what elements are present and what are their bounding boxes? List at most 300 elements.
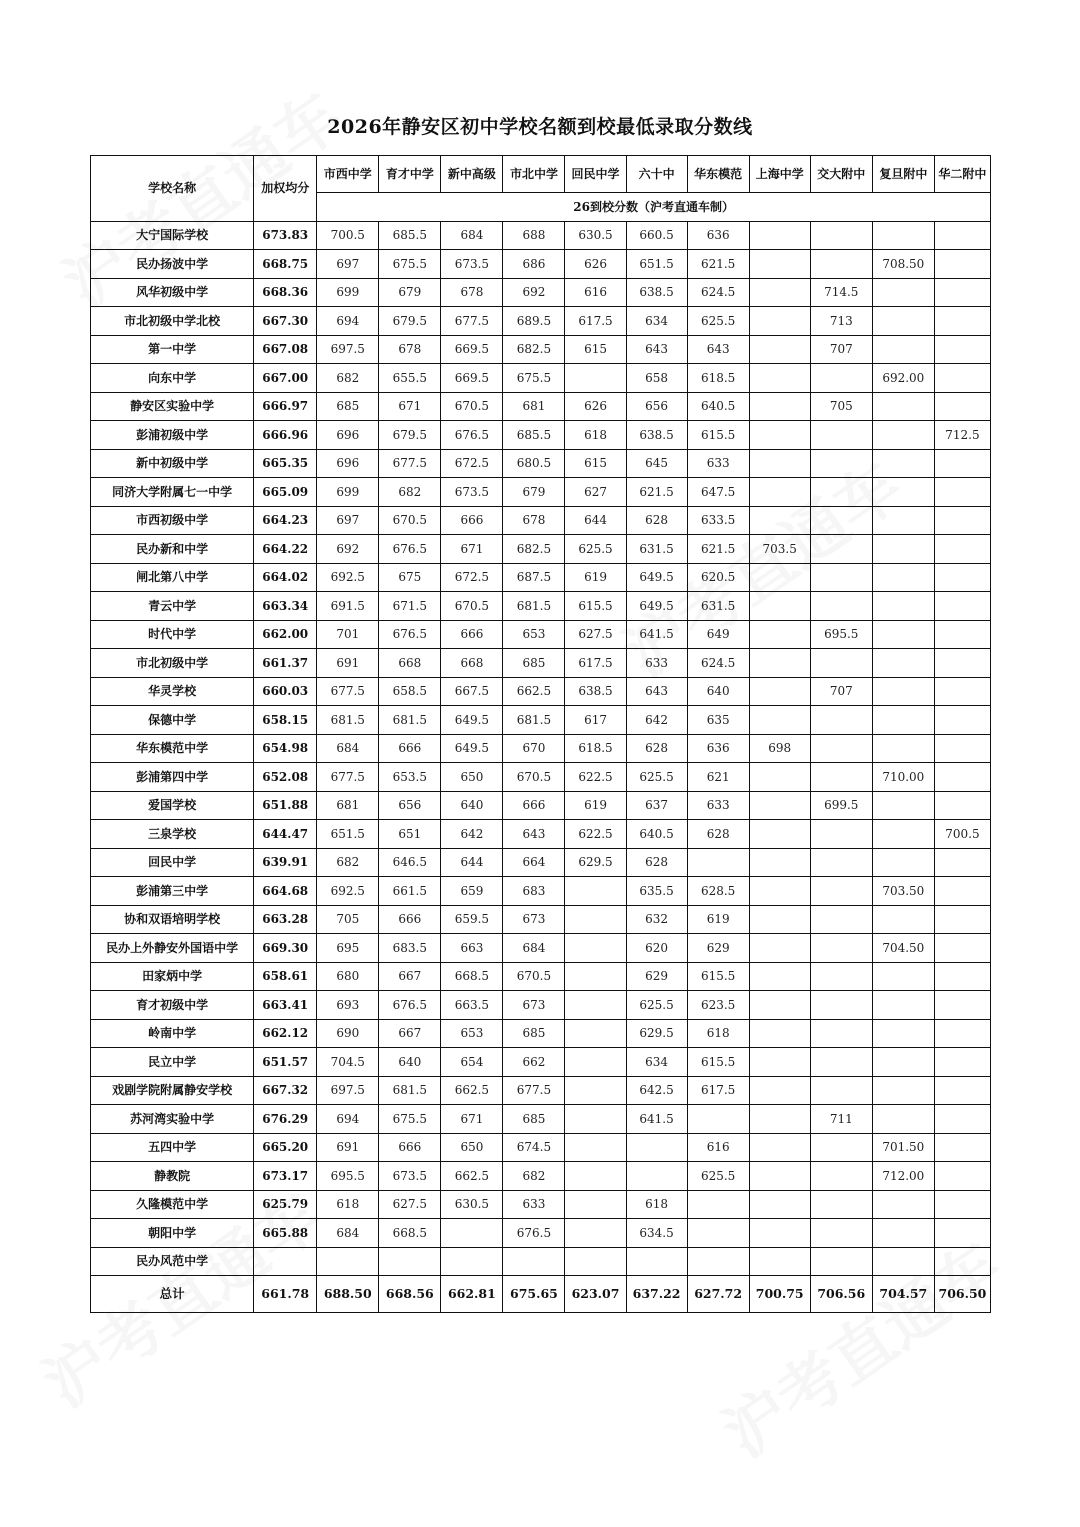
score-cell bbox=[565, 1019, 626, 1048]
score-cell bbox=[810, 991, 872, 1020]
school-name: 苏河湾实验中学 bbox=[91, 1105, 254, 1134]
table-row bbox=[91, 877, 991, 906]
score-cell: 644 bbox=[441, 848, 503, 877]
score-cell: 678 bbox=[503, 506, 565, 535]
score-cell: 642 bbox=[441, 820, 503, 849]
score-cell: 676.5 bbox=[441, 421, 503, 450]
score-cell bbox=[810, 877, 872, 906]
school-name: 大宁国际学校 bbox=[91, 221, 254, 250]
score-cell: 696 bbox=[317, 449, 379, 478]
score-cell bbox=[379, 1247, 441, 1276]
score-cell bbox=[872, 307, 934, 336]
table-row bbox=[91, 934, 991, 963]
score-cell: 636 bbox=[687, 221, 749, 250]
score-cell: 621.5 bbox=[626, 478, 687, 507]
weighted-average: 665.09 bbox=[254, 478, 317, 507]
score-cell bbox=[934, 1162, 990, 1191]
table-row bbox=[91, 449, 991, 478]
score-cell: 673.5 bbox=[379, 1162, 441, 1191]
score-cell bbox=[872, 649, 934, 678]
score-cell: 690 bbox=[317, 1019, 379, 1048]
score-cell bbox=[934, 364, 990, 393]
score-cell: 624.5 bbox=[687, 278, 749, 307]
score-cell: 670.5 bbox=[441, 392, 503, 421]
score-cell: 675.5 bbox=[379, 250, 441, 279]
score-cell: 615 bbox=[565, 335, 626, 364]
score-cell: 628 bbox=[626, 506, 687, 535]
score-cell bbox=[810, 1048, 872, 1077]
score-cell: 618 bbox=[687, 1019, 749, 1048]
score-cell: 679 bbox=[379, 278, 441, 307]
weighted-average: 666.96 bbox=[254, 421, 317, 450]
score-cell: 644 bbox=[565, 506, 626, 535]
score-cell: 695.5 bbox=[317, 1162, 379, 1191]
score-cell: 623.5 bbox=[687, 991, 749, 1020]
score-cell: 637.22 bbox=[626, 1276, 687, 1313]
table-row bbox=[91, 677, 991, 706]
score-cell: 670 bbox=[503, 734, 565, 763]
score-cell: 651.5 bbox=[626, 250, 687, 279]
score-cell: 617.5 bbox=[687, 1076, 749, 1105]
score-cell: 633 bbox=[687, 449, 749, 478]
score-cell: 662.5 bbox=[441, 1076, 503, 1105]
score-cell: 670.5 bbox=[379, 506, 441, 535]
school-name: 爱国学校 bbox=[91, 791, 254, 820]
score-cell: 682 bbox=[317, 848, 379, 877]
score-cell bbox=[934, 535, 990, 564]
score-cell: 670.5 bbox=[503, 962, 565, 991]
score-cell: 615.5 bbox=[687, 1048, 749, 1077]
score-cell: 704.50 bbox=[872, 934, 934, 963]
score-cell: 622.5 bbox=[565, 763, 626, 792]
score-cell bbox=[934, 1190, 990, 1219]
school-name: 市西初级中学 bbox=[91, 506, 254, 535]
score-cell bbox=[872, 734, 934, 763]
school-name: 华东模范中学 bbox=[91, 734, 254, 763]
score-cell: 673.5 bbox=[441, 250, 503, 279]
score-cell: 625.5 bbox=[687, 1162, 749, 1191]
score-cell: 685.5 bbox=[379, 221, 441, 250]
weighted-average: 651.88 bbox=[254, 791, 317, 820]
score-cell: 633 bbox=[503, 1190, 565, 1219]
weighted-average bbox=[254, 1247, 317, 1276]
table-row bbox=[91, 307, 991, 336]
col-header: 市北中学 bbox=[503, 156, 565, 193]
score-cell: 621.5 bbox=[687, 535, 749, 564]
score-cell: 629.5 bbox=[626, 1019, 687, 1048]
score-cell bbox=[626, 1247, 687, 1276]
weighted-average: 639.91 bbox=[254, 848, 317, 877]
score-cell bbox=[872, 421, 934, 450]
score-cell bbox=[934, 1076, 990, 1105]
score-cell: 681 bbox=[317, 791, 379, 820]
score-cell: 668 bbox=[379, 649, 441, 678]
score-cell: 677.5 bbox=[379, 449, 441, 478]
score-cell: 684 bbox=[503, 934, 565, 963]
table-row bbox=[91, 1247, 991, 1276]
score-cell: 628 bbox=[626, 734, 687, 763]
score-cell: 659 bbox=[441, 877, 503, 906]
table-row bbox=[91, 791, 991, 820]
score-cell bbox=[749, 563, 810, 592]
score-table bbox=[90, 155, 991, 1313]
weighted-average: 654.98 bbox=[254, 734, 317, 763]
score-cell bbox=[872, 1190, 934, 1219]
score-cell: 670.5 bbox=[503, 763, 565, 792]
score-cell: 634 bbox=[626, 1048, 687, 1077]
score-cell: 630.5 bbox=[441, 1190, 503, 1219]
score-cell: 679.5 bbox=[379, 307, 441, 336]
table-row bbox=[91, 221, 991, 250]
score-cell: 624.5 bbox=[687, 649, 749, 678]
score-cell bbox=[565, 1247, 626, 1276]
score-cell bbox=[934, 877, 990, 906]
score-cell bbox=[810, 535, 872, 564]
score-cell: 618 bbox=[626, 1190, 687, 1219]
score-cell bbox=[872, 1076, 934, 1105]
score-cell bbox=[934, 734, 990, 763]
score-cell: 695 bbox=[317, 934, 379, 963]
score-cell: 638.5 bbox=[626, 278, 687, 307]
score-cell: 705 bbox=[317, 905, 379, 934]
score-cell: 672.5 bbox=[441, 563, 503, 592]
score-cell bbox=[749, 649, 810, 678]
score-cell: 671 bbox=[441, 535, 503, 564]
score-cell bbox=[565, 1133, 626, 1162]
score-cell bbox=[872, 1048, 934, 1077]
score-cell: 642.5 bbox=[626, 1076, 687, 1105]
score-cell bbox=[749, 364, 810, 393]
score-cell: 676.5 bbox=[379, 535, 441, 564]
school-name: 五四中学 bbox=[91, 1133, 254, 1162]
score-cell bbox=[810, 934, 872, 963]
score-cell: 688 bbox=[503, 221, 565, 250]
score-cell: 663 bbox=[441, 934, 503, 963]
score-cell: 674.5 bbox=[503, 1133, 565, 1162]
score-cell: 704.5 bbox=[317, 1048, 379, 1077]
table-row bbox=[91, 250, 991, 279]
score-cell bbox=[810, 221, 872, 250]
score-cell: 635 bbox=[687, 706, 749, 735]
weighted-average: 665.88 bbox=[254, 1219, 317, 1248]
table-row bbox=[91, 962, 991, 991]
score-cell: 671 bbox=[379, 392, 441, 421]
score-cell: 668.5 bbox=[441, 962, 503, 991]
score-cell: 618.5 bbox=[687, 364, 749, 393]
score-cell: 695.5 bbox=[810, 620, 872, 649]
table-subtitle: 26到校分数（沪考直通车制） bbox=[317, 193, 991, 222]
score-cell: 682 bbox=[379, 478, 441, 507]
score-cell: 653 bbox=[503, 620, 565, 649]
score-cell bbox=[810, 1190, 872, 1219]
weighted-average: 664.02 bbox=[254, 563, 317, 592]
score-cell bbox=[749, 392, 810, 421]
score-cell: 617 bbox=[565, 706, 626, 735]
score-cell: 649.5 bbox=[441, 706, 503, 735]
score-cell: 634.5 bbox=[626, 1219, 687, 1248]
table-row bbox=[91, 563, 991, 592]
score-cell: 673.5 bbox=[441, 478, 503, 507]
score-cell bbox=[810, 820, 872, 849]
school-name: 三泉学校 bbox=[91, 820, 254, 849]
score-cell: 664 bbox=[503, 848, 565, 877]
score-cell: 626 bbox=[565, 392, 626, 421]
score-cell: 706.50 bbox=[934, 1276, 990, 1313]
score-cell: 694 bbox=[317, 1105, 379, 1134]
score-cell bbox=[934, 250, 990, 279]
score-cell: 667.5 bbox=[441, 677, 503, 706]
score-cell: 618 bbox=[565, 421, 626, 450]
score-cell: 666 bbox=[379, 905, 441, 934]
weighted-average: 667.08 bbox=[254, 335, 317, 364]
score-cell: 649.5 bbox=[441, 734, 503, 763]
score-cell bbox=[565, 962, 626, 991]
score-cell: 625.5 bbox=[626, 763, 687, 792]
score-cell: 643 bbox=[503, 820, 565, 849]
score-cell: 699.5 bbox=[810, 791, 872, 820]
score-cell: 680.5 bbox=[503, 449, 565, 478]
score-cell: 628 bbox=[626, 848, 687, 877]
col-header: 育才中学 bbox=[379, 156, 441, 193]
score-cell: 703.5 bbox=[749, 535, 810, 564]
school-name: 第一中学 bbox=[91, 335, 254, 364]
score-cell: 631.5 bbox=[626, 535, 687, 564]
score-cell: 679 bbox=[503, 478, 565, 507]
score-cell bbox=[934, 934, 990, 963]
score-cell: 617.5 bbox=[565, 307, 626, 336]
score-cell bbox=[872, 620, 934, 649]
score-cell bbox=[810, 478, 872, 507]
score-cell: 668.5 bbox=[379, 1219, 441, 1248]
score-cell bbox=[749, 877, 810, 906]
score-cell: 693 bbox=[317, 991, 379, 1020]
score-cell bbox=[749, 478, 810, 507]
weighted-average: 625.79 bbox=[254, 1190, 317, 1219]
weighted-average: 667.32 bbox=[254, 1076, 317, 1105]
score-cell: 667 bbox=[379, 1019, 441, 1048]
score-cell bbox=[749, 706, 810, 735]
table-row bbox=[91, 1105, 991, 1134]
score-cell bbox=[749, 1190, 810, 1219]
score-cell bbox=[810, 563, 872, 592]
score-cell: 706.56 bbox=[810, 1276, 872, 1313]
score-cell bbox=[934, 278, 990, 307]
table-row bbox=[91, 1219, 991, 1248]
score-cell: 628 bbox=[687, 820, 749, 849]
score-cell: 651 bbox=[379, 820, 441, 849]
score-cell: 640 bbox=[379, 1048, 441, 1077]
score-cell bbox=[872, 335, 934, 364]
weighted-average: 663.41 bbox=[254, 991, 317, 1020]
score-cell: 649.5 bbox=[626, 592, 687, 621]
weighted-average: 651.57 bbox=[254, 1048, 317, 1077]
school-name: 彭浦初级中学 bbox=[91, 421, 254, 450]
score-cell bbox=[934, 335, 990, 364]
score-cell: 692.5 bbox=[317, 563, 379, 592]
score-cell: 683 bbox=[503, 877, 565, 906]
score-cell bbox=[749, 1076, 810, 1105]
score-cell: 673 bbox=[503, 991, 565, 1020]
score-cell: 622.5 bbox=[565, 820, 626, 849]
weighted-average: 664.23 bbox=[254, 506, 317, 535]
score-cell: 615.5 bbox=[687, 421, 749, 450]
score-cell: 682 bbox=[503, 1162, 565, 1191]
score-cell: 640 bbox=[441, 791, 503, 820]
score-cell: 621 bbox=[687, 763, 749, 792]
score-cell bbox=[749, 848, 810, 877]
weighted-average: 644.47 bbox=[254, 820, 317, 849]
col-header: 新中高级 bbox=[441, 156, 503, 193]
score-cell: 687.5 bbox=[503, 563, 565, 592]
score-cell: 649 bbox=[687, 620, 749, 649]
score-cell bbox=[749, 991, 810, 1020]
score-cell: 713 bbox=[810, 307, 872, 336]
score-cell: 671 bbox=[441, 1105, 503, 1134]
score-cell: 684 bbox=[441, 221, 503, 250]
score-cell: 625.5 bbox=[687, 307, 749, 336]
score-cell: 658.5 bbox=[379, 677, 441, 706]
table-row bbox=[91, 848, 991, 877]
score-cell bbox=[565, 1076, 626, 1105]
score-cell: 684 bbox=[317, 1219, 379, 1248]
school-name: 闸北第八中学 bbox=[91, 563, 254, 592]
score-cell: 619 bbox=[565, 791, 626, 820]
score-cell: 681.5 bbox=[379, 706, 441, 735]
score-cell bbox=[565, 991, 626, 1020]
score-cell: 666 bbox=[441, 620, 503, 649]
score-cell bbox=[872, 991, 934, 1020]
score-cell bbox=[934, 706, 990, 735]
score-cell: 675.5 bbox=[379, 1105, 441, 1134]
score-cell: 620 bbox=[626, 934, 687, 963]
score-cell: 628.5 bbox=[687, 877, 749, 906]
score-cell: 676.5 bbox=[503, 1219, 565, 1248]
score-cell bbox=[749, 1133, 810, 1162]
score-cell bbox=[565, 1162, 626, 1191]
table-row bbox=[91, 421, 991, 450]
score-cell: 710.00 bbox=[872, 763, 934, 792]
score-cell bbox=[934, 506, 990, 535]
score-cell bbox=[810, 1219, 872, 1248]
score-cell: 681.5 bbox=[317, 706, 379, 735]
score-cell bbox=[565, 1105, 626, 1134]
score-cell: 691 bbox=[317, 1133, 379, 1162]
score-cell bbox=[810, 905, 872, 934]
col-header: 回民中学 bbox=[565, 156, 626, 193]
score-cell bbox=[749, 1247, 810, 1276]
score-cell bbox=[934, 962, 990, 991]
score-cell: 626 bbox=[565, 250, 626, 279]
score-cell: 667 bbox=[379, 962, 441, 991]
score-cell bbox=[872, 1019, 934, 1048]
score-cell: 691.5 bbox=[317, 592, 379, 621]
score-cell: 714.5 bbox=[810, 278, 872, 307]
score-cell: 700.5 bbox=[934, 820, 990, 849]
score-cell: 615 bbox=[565, 449, 626, 478]
score-cell: 653.5 bbox=[379, 763, 441, 792]
school-name: 民办扬波中学 bbox=[91, 250, 254, 279]
school-name: 保德中学 bbox=[91, 706, 254, 735]
table-row bbox=[91, 1190, 991, 1219]
score-cell: 660.5 bbox=[626, 221, 687, 250]
table-row bbox=[91, 763, 991, 792]
school-name: 朝阳中学 bbox=[91, 1219, 254, 1248]
score-cell: 616 bbox=[565, 278, 626, 307]
weighted-average: 673.83 bbox=[254, 221, 317, 250]
school-name: 风华初级中学 bbox=[91, 278, 254, 307]
score-cell: 662 bbox=[503, 1048, 565, 1077]
school-name: 民办风范中学 bbox=[91, 1247, 254, 1276]
col-header: 市西中学 bbox=[317, 156, 379, 193]
score-cell: 637 bbox=[626, 791, 687, 820]
score-cell: 643 bbox=[687, 335, 749, 364]
score-cell bbox=[565, 364, 626, 393]
weighted-average: 662.00 bbox=[254, 620, 317, 649]
score-cell: 712.00 bbox=[872, 1162, 934, 1191]
table-row bbox=[91, 506, 991, 535]
score-cell bbox=[872, 563, 934, 592]
score-cell: 646.5 bbox=[379, 848, 441, 877]
score-cell bbox=[934, 791, 990, 820]
score-cell bbox=[503, 1247, 565, 1276]
score-cell bbox=[749, 307, 810, 336]
score-cell bbox=[749, 905, 810, 934]
weighted-average: 662.12 bbox=[254, 1019, 317, 1048]
total-row bbox=[91, 1276, 991, 1313]
score-cell: 651.5 bbox=[317, 820, 379, 849]
score-cell bbox=[872, 221, 934, 250]
score-cell bbox=[749, 278, 810, 307]
score-cell bbox=[872, 478, 934, 507]
score-cell bbox=[565, 905, 626, 934]
score-cell bbox=[872, 592, 934, 621]
score-cell: 641.5 bbox=[626, 1105, 687, 1134]
weighted-average: 658.61 bbox=[254, 962, 317, 991]
score-cell: 699 bbox=[317, 478, 379, 507]
score-cell bbox=[934, 592, 990, 621]
score-cell: 701.50 bbox=[872, 1133, 934, 1162]
score-cell: 678 bbox=[441, 278, 503, 307]
table-row bbox=[91, 1019, 991, 1048]
score-cell bbox=[749, 934, 810, 963]
school-name: 静安区实验中学 bbox=[91, 392, 254, 421]
score-cell bbox=[749, 1019, 810, 1048]
score-cell: 627.5 bbox=[379, 1190, 441, 1219]
score-cell: 620.5 bbox=[687, 563, 749, 592]
score-cell: 616 bbox=[687, 1133, 749, 1162]
score-cell bbox=[749, 677, 810, 706]
score-cell bbox=[749, 1162, 810, 1191]
score-cell bbox=[872, 905, 934, 934]
score-cell bbox=[810, 449, 872, 478]
score-cell: 685 bbox=[503, 1019, 565, 1048]
score-cell: 623.07 bbox=[565, 1276, 626, 1313]
score-cell bbox=[810, 421, 872, 450]
score-cell: 638.5 bbox=[626, 421, 687, 450]
score-cell bbox=[749, 506, 810, 535]
weighted-average: 652.08 bbox=[254, 763, 317, 792]
score-cell bbox=[934, 1019, 990, 1048]
school-name: 青云中学 bbox=[91, 592, 254, 621]
score-cell: 686 bbox=[503, 250, 565, 279]
score-cell bbox=[934, 991, 990, 1020]
score-cell: 698 bbox=[749, 734, 810, 763]
score-cell: 683.5 bbox=[379, 934, 441, 963]
score-cell bbox=[687, 848, 749, 877]
score-cell bbox=[687, 1190, 749, 1219]
score-cell bbox=[810, 649, 872, 678]
score-cell bbox=[934, 221, 990, 250]
